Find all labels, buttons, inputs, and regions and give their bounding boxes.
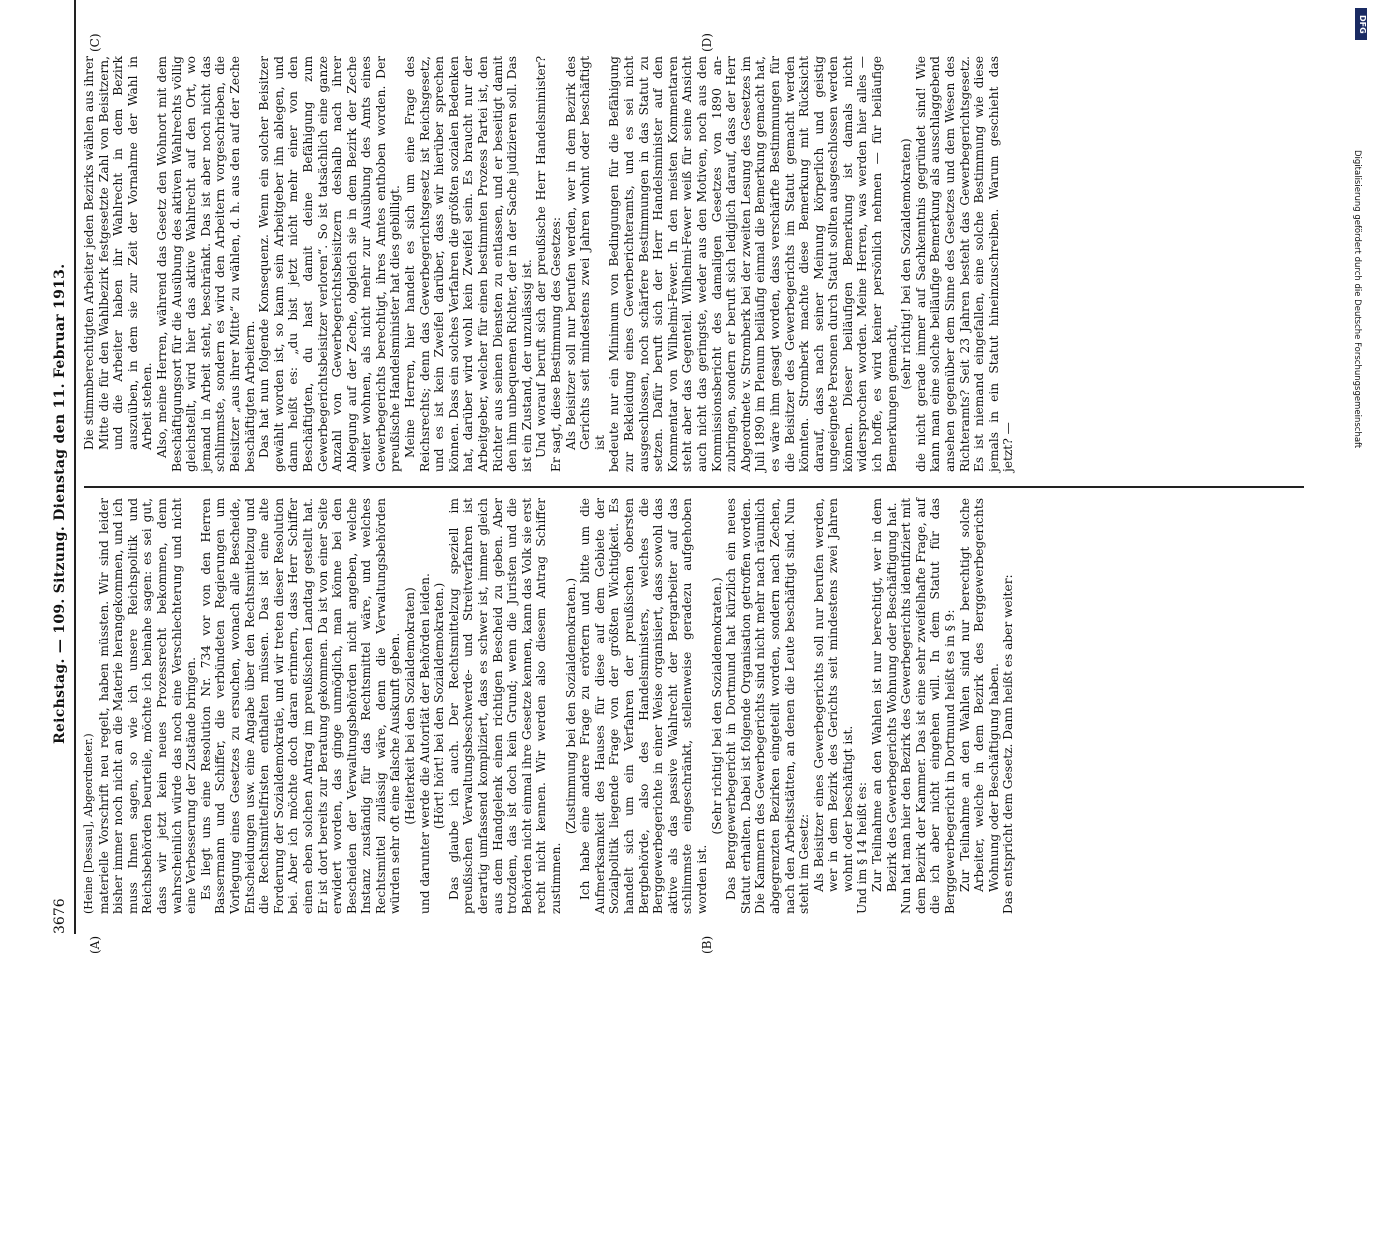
right-column bbox=[82, 56, 1016, 472]
paragraph: Also, meine Herren, während das Gesetz den Wohnort mit dem Beschäftigungsort für die Ausübung des aktiven Wahlrechts völlig gleichstellt, wird hier das aktive Wahlrecht auf den Ort, wo jemand in Arbeit steht, beschränkt. Das ist aber noch nicht das schlimmste, sondern es wird den Arbeitern vorgeschrieben, die Beisitzer „aus ihrer Mitte“ zu wählen, d. h. aus den auf der Zeche beschäftigten Arbeitern. bbox=[154, 56, 257, 472]
paragraph: Und im § 14 heißt es: bbox=[855, 782, 870, 914]
paragraph: Das glaube ich auch. Der Rechtsmittelzug speziell im preußischen Verwaltungsbeschwerde- und Streitverfahren ist derartig umfassend kompliziert, dass es schwer ist, immer gleich aus dem Handgelenk einen richtigen Bescheid zu geben. Aber trotzdem, das ist doch kein Grund; wenn die Juristen und die Behörden nicht einmal ihre Gesetze kennen, kann das Volk sie erst recht nicht kennen. Wir werden also diesem Antrag Schiffer zustimmen. bbox=[446, 498, 563, 914]
dfg-logo: DFG bbox=[1355, 8, 1367, 40]
paragraph: Nun hat man hier den Bezirk des Gewerbegerichts identifiziert mit dem Bezirk der Kammer. Das ist eine sehr zweifelhafte Frage, auf die ich aber nicht eingehen will. In dem Statut für das Berggewerbegericht in Dortmund heißt es in § 9: bbox=[899, 498, 958, 914]
interjection: (Sehr richtig! bei den Sozialdemokraten.) bbox=[709, 577, 724, 835]
paragraph: Ich habe eine andere Frage zu erörtern und bitte um die Aufmerksamkeit des Hauses für diese auf dem Gebiete der Sozialpolitik liegende Frage von der größten Wichtigkeit. Es handelt sich um ein Verfahren der preußischen obersten Bergbehörde, also des Handelsministers, welches die Berggewerbegerichte in einer Weise organisiert, dass sowohl das aktive als das passive Wahlrecht der Bergarbeiter auf das schlimmste eingeschränkt, stellenweise geradezu aufgehoben worden ist. bbox=[578, 498, 709, 914]
digitization-note: Digitalisierung gefördert durch die Deutsche Forschungsgemeinschaft bbox=[1352, 150, 1362, 449]
left-column bbox=[82, 498, 1016, 914]
paragraph: Das entspricht dem Gesetz. Dann heißt es aber weiter: bbox=[1001, 574, 1016, 914]
paragraph: Das Berggewerbegericht in Dortmund hat kürzlich ein neues Statut erhalten. Dabei ist folgende Organisation getroffen worden. Die Kammern des Gewerbegerichts sind nicht mehr nach räumlich abgegrenzten Bezirken eingeteilt worden, sondern nach Zechen, nach den Arbeitsstätten, an denen die Leute beschäftigt sind. Nun steht im Gesetz: bbox=[724, 498, 812, 914]
quotation: Die stimmberechtigten Arbeiter jeden Bezirks wählen aus ihrer Mitte die für den Wahlbezirk festgesetzte Zahl von Beisitzern, und die Arbeiter haben ihr Wahlrecht in dem Bezirk auszuüben, in dem sie zur Zeit der Vornahme der Wahl in Arbeit stehen. bbox=[82, 56, 155, 450]
header-rule bbox=[74, 0, 76, 934]
quotation: Als Beisitzer eines Gewerbegerichts soll nur berufen werden, wer in dem Bezirk des Gerichts seit mindestens zwei Jahren wohnt oder beschäftigt ist. bbox=[811, 498, 855, 892]
paragraph: Es liegt uns eine Resolution Nr. 734 vor von den Herren Bassermann und Schiffer, die verbündeten Regierungen um Vorlegung eines Gesetzes zu ersuchen, wonach alle Bescheide, Entscheidungen usw. eine Angabe über den Rechtsmittelzug und die Rechtsmittelfristen enthalten müssen. Das ist eine alte Forderung der Sozialdemokratie, und wir treten dieser Resolution bei. Aber ich möchte doch daran erinnern, dass Herr Schiffer einen eben solchen Antrag im preußischen Landtag gestellt hat. Er ist dort bereits zur Beratung gekommen. Da ist von einer Seite erwidert worden, das ginge unmöglich, man könne bei den Bescheiden der Verwaltungsbehörden nicht angeben, welche Instanz zuständig für das Rechtsmittel wäre, und welches Rechtsmittel zulässig wäre, denn die Verwaltungsbehörden würden sehr oft eine falsche Auskunft geben. bbox=[198, 498, 403, 914]
page-number: 3676 bbox=[52, 898, 68, 934]
interjection: (Zustimmung bei den Sozialdemokraten.) bbox=[563, 577, 578, 835]
paragraph: Und worauf beruft sich der preußische Herr Handelsminister? Er sagt, diese Bestimmung des Gesetzes: bbox=[534, 56, 563, 472]
quotation: Zur Teilnahme an den Wahlen ist nur berechtigt, wer in dem Bezirk des Gewerbegerichts Wohnung oder Beschäftigung hat. bbox=[870, 498, 899, 892]
quotation: Zur Teilnahme an den Wahlen sind nur berechtigt solche Arbeiter, welche in dem Bezirk des Berggewerbegerichts Wohnung oder Beschäftigung haben. bbox=[957, 498, 1001, 892]
quotation: Als Beisitzer soll nur berufen werden, wer in dem Bezirk des Gerichts seit mindestens zwei Jahren wohnt oder beschäftigt ist bbox=[563, 56, 607, 450]
margin-marker-d: (D) bbox=[700, 33, 714, 52]
side-note-container bbox=[1350, 150, 1370, 1250]
interjection: (sehr richtig! bei den Sozialdemokraten) bbox=[899, 138, 914, 390]
margin-marker-a: (A) bbox=[88, 935, 102, 954]
page-title: Reichstag. — 109. Sitzung. Dienstag den 11. Februar 1913. bbox=[52, 263, 68, 744]
paragraph: Meine Herren, hier handelt es sich um eine Frage des Reichsrechts; denn das Gewerbegerichtsgesetz ist Reichsgesetz, und es ist kein Zweifel darüber, dass wir hierüber sprechen können. Dass ein solches Verfahren die größten sozialen Bedenken hat, darüber wird wohl kein Zweifel sein. Es braucht nur der Arbeitgeber, welcher für einen bestimmten Prozess Partei ist, den Richter aus seinen Diensten zu entlassen, und er beseitigt damit den ihm unbequemen Richter, der in der Sache judizieren soll. Das ist ein Zustand, der unzulässig ist. bbox=[403, 56, 534, 472]
paragraph: Das hat nun folgende Konsequenz. Wenn ein solcher Beisitzer gewählt worden ist, so kann sein Arbeitgeber ihn ablegen, und dann heißt es: „du bist jetzt nicht mehr einer von den Beschäftigten, du hast damit deine Befähigung zum Gewerbegerichtsbeisitzer verloren“. So ist tatsächlich eine ganze Anzahl von Gewerbegerichtsbeisitzern deshalb nach ihrer Ablegung auf der Zeche, obgleich sie in dem Bezirk der Zeche weiter wohnen, als nicht mehr zur Ausübung des Amts eines Gewerbegerichts berechtigt, ihres Amtes enthoben worden. Der preußische Handelsminister hat dies gebilligt. bbox=[257, 56, 403, 472]
page-header bbox=[52, 134, 74, 934]
speaker-line: (Heine [Dessau], Abgeordneter.) bbox=[82, 733, 95, 914]
paragraph: und darunter werde die Autorität der Behörden leiden. bbox=[417, 573, 432, 914]
interjection: (Heiterkeit bei den Sozialdemokraten) bbox=[403, 587, 418, 825]
interjection: (Hört! hört! bei den Sozialdemokraten.) bbox=[432, 582, 447, 830]
paragraph: die nicht gerade immer auf Sachkenntnis gegründet sind! Wie kann man eine solche beiläufige Bemerkung als ausschlaggebend ansehen gegenüber dem Sinne des Gesetzes und dem Wesen des Richteramts? Seit 23 Jahren besteht das Gewerbegerichtsgesetz. Es ist niemand eingefallen, eine solche Bestimmung wie diese jemals in ein Statut hineinzuschreiben. Warum geschieht das jetzt? — bbox=[913, 56, 1016, 472]
paragraph: bedeute nur ein Minimum von Bedingungen für die Befähigung zur Bekleidung eines Gewerberichteramts, und es sei nicht ausgeschlossen, noch schärfere Bestimmungen in das Statut zu setzen. Dafür beruft sich der Herr Handelsminister auf den Kommentar von Wilhelmi-Fewer. In den meisten Kommentaren steht aber das Gegenteil. Wilhelmi-Fewer weiß für seine Ansicht auch nicht das geringste, weder aus den Motiven, noch aus den Kommissionsbericht des damaligen Gesetzes von 1890 anzubringen, sondern er beruft sich lediglich darauf, dass der Herr Abgeordnete v. Stromberk bei der zweiten Lesung des Gesetzes im Juli 1890 im Plenum beiläufig einmal die Bemerkung gemacht hat, es wäre ihm gesagt worden, dass verschärfte Bestimmungen für die Beisitzer des Gewerbegerichts im Statut gemacht werden könnten. Stromberk machte diese Bemerkung mit Rücksicht darauf, dass nach seiner Meinung körperlich und geistig ungeeignete Personen durch Statut sollten ausgeschlossen werden können. Dieser beiläufigen Bemerkung ist damals nicht widersprochen worden. Meine Herren, was werden hier alles — ich hoffe, es wird keiner persönlich nehmen — für beiläufige Bemerkungen gemacht, bbox=[607, 56, 899, 472]
column-divider bbox=[84, 487, 1304, 489]
margin-marker-b: (B) bbox=[700, 935, 714, 954]
margin-marker-c: (C) bbox=[88, 33, 102, 52]
paragraph: materielle Vorschrift neu regelt, haben müssten. Wir sind leider bisher immer noch nicht an die Materie herangekommen, und ich muss Ihnen sagen, so wie ich unsere Reichspolitik und Reichsbehörden beurteile, möchte ich beinahe sagen: es sei gut, dass wir jetzt kein neues Prozessrecht bekommen, denn wahrscheinlich würde das noch eine Verschlechterung und nicht eine Verbesserung der Zustände bringen. bbox=[96, 498, 199, 914]
